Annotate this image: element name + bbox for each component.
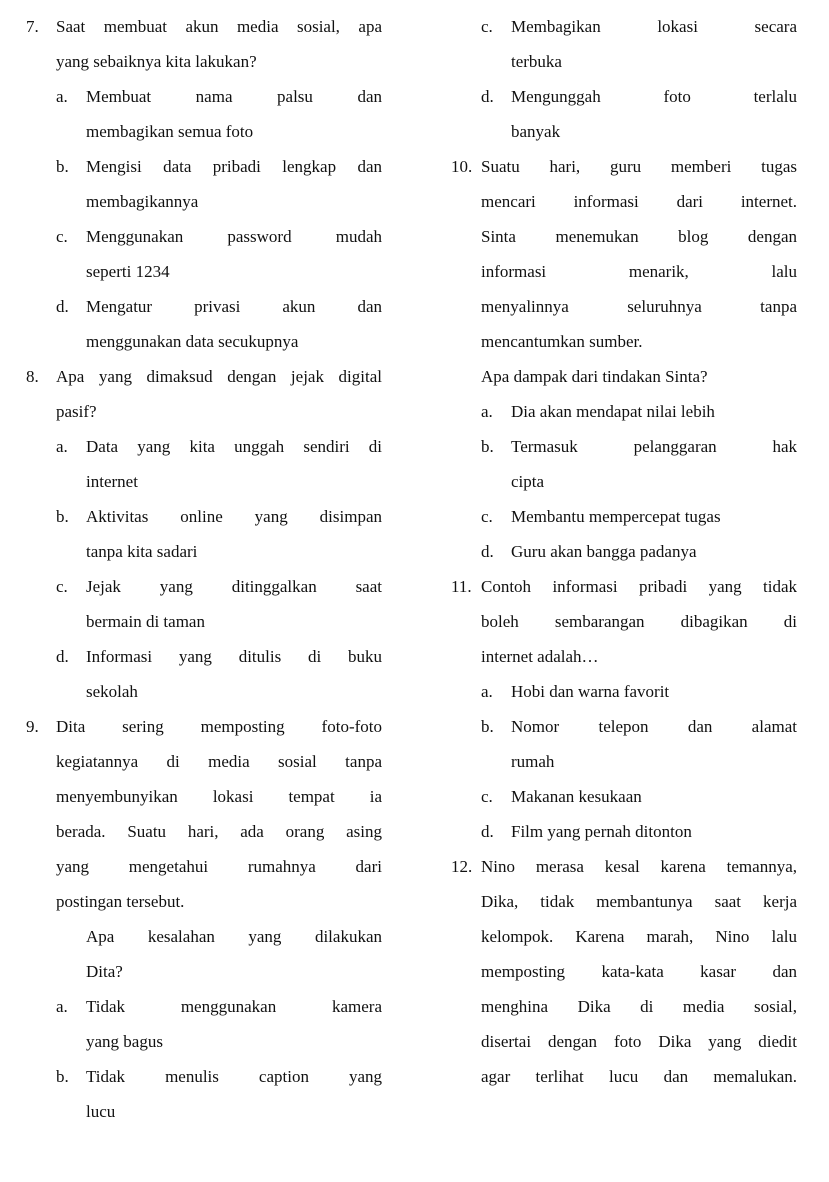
option-7c [26,219,382,289]
option-10a [451,394,797,429]
question-text-line: pasif? [56,402,97,421]
prompt-text-line: Apa kesalahan yang dilakukan [86,927,382,946]
option-label: b. [56,157,69,176]
option-7b [26,149,382,219]
question-number: 10. [451,157,473,176]
question-text-line: Contoh informasi pribadi yang tidak [481,577,797,596]
option-text-line: Film yang pernah ditonton [511,822,692,841]
question-12 [451,849,797,1094]
option-label: a. [56,437,68,456]
option-text-line: Mengunggah foto terlalu [511,87,797,106]
question-9 [26,709,382,919]
option-text-line: menggunakan data secukupnya [86,332,299,351]
option-7d [26,289,382,359]
option-text-line: sekolah [86,682,138,701]
option-text-line: banyak [511,122,561,141]
option-8a [26,429,382,499]
question-number: 8. [26,367,39,386]
option-label: d. [481,542,494,561]
question-text-line: disertai dengan foto Dika yang diedit [481,1032,797,1051]
question-10 [451,149,797,394]
option-text-line: Mengisi data pribadi lengkap dan [86,157,382,176]
option-label: c. [481,17,493,36]
option-label: d. [56,297,69,316]
option-label: a. [481,682,493,701]
option-text-line: Informasi yang ditulis di buku [86,647,382,666]
option-label: d. [56,647,69,666]
option-text-line: Makanan kesukaan [511,787,642,806]
option-label: c. [481,787,493,806]
option-label: b. [481,717,494,736]
question-11 [451,569,797,674]
option-10d [451,534,797,569]
option-text-line: terbuka [511,52,562,71]
option-text-line: Membantu mempercepat tugas [511,507,721,526]
option-8d [26,639,382,709]
option-text-line: Aktivitas online yang disimpan [86,507,382,526]
option-label: d. [481,87,494,106]
option-9a [26,989,382,1059]
option-label: c. [481,507,493,526]
question-text-line: kegiatannya di media sosial tanpa [56,752,382,771]
option-label: b. [481,437,494,456]
question-text-line: internet adalah… [481,647,599,666]
option-text-line: membagikan semua foto [86,122,254,141]
question-8 [26,359,382,429]
option-text-line: Tidak menggunakan kamera [86,997,382,1016]
question-text-line: menyembunyikan lokasi tempat ia [56,787,382,806]
option-9b [26,1059,382,1129]
option-text-line: Menggunakan password mudah [86,227,382,246]
question-text-line: menyalinnya seluruhnya tanpa [481,297,797,316]
option-label: c. [56,577,68,596]
option-label: a. [481,402,493,421]
option-text-line: Guru akan bangga padanya [511,542,697,561]
option-11c [451,779,797,814]
question-text-line: Dita sering memposting foto-foto [56,717,382,736]
option-text-line: Nomor telepon dan alamat [511,717,797,736]
option-text-line: rumah [511,752,555,771]
option-text-line: membagikannya [86,192,199,211]
option-7a [26,79,382,149]
option-text-line: Membagikan lokasi secara [511,17,797,36]
question-number: 7. [26,17,39,36]
right-column [451,0,797,1094]
option-11d [451,814,797,849]
question-9-prompt [26,919,382,989]
option-11b [451,709,797,779]
option-8c [26,569,382,639]
option-8b [26,499,382,569]
option-text-line: Jejak yang ditinggalkan saat [86,577,382,596]
option-label: c. [56,227,68,246]
question-text-line: Saat membuat akun media sosial, apa [56,17,382,36]
question-text-line: Apa dampak dari tindakan Sinta? [481,367,708,386]
option-text-line: Dia akan mendapat nilai lebih [511,402,715,421]
question-text-line: kelompok. Karena marah, Nino lalu [481,927,797,946]
option-text-line: tanpa kita sadari [86,542,198,561]
question-text-line: boleh sembarangan dibagikan di [481,612,797,631]
option-10c [451,499,797,534]
option-text-line: bermain di taman [86,612,205,631]
question-text-line: Suatu hari, guru memberi tugas [481,157,797,176]
option-text-line: Hobi dan warna favorit [511,682,670,701]
question-number: 12. [451,857,473,876]
option-text-line: Membuat nama palsu dan [86,87,382,106]
option-text-line: Mengatur privasi akun dan [86,297,382,316]
question-text-line: Apa yang dimaksud dengan jejak digital [56,367,382,386]
option-label: b. [56,1067,69,1086]
option-text-line: seperti 1234 [86,262,170,281]
option-text-line: Data yang kita unggah sendiri di [86,437,382,456]
option-text-line: yang bagus [86,1032,163,1051]
option-text-line: Termasuk pelanggaran hak [511,437,797,456]
option-text-line: Tidak menulis caption yang [86,1067,382,1086]
question-text-line: informasi menarik, lalu [481,262,797,281]
question-number: 11. [451,577,472,596]
option-11a [451,674,797,709]
option-text-line: internet [86,472,138,491]
question-text-line: menghina Dika di media sosial, [481,997,797,1016]
option-label: a. [56,997,68,1016]
question-text-line: yang sebaiknya kita lakukan? [56,52,257,71]
option-9c [451,9,797,79]
question-text-line: mencantumkan sumber. [481,332,643,351]
option-label: a. [56,87,68,106]
prompt-text-line: Dita? [86,962,123,981]
option-label: d. [481,822,494,841]
question-text-line: yang mengetahui rumahnya dari [56,857,382,876]
question-text-line: Sinta menemukan blog dengan [481,227,797,246]
question-number: 9. [26,717,39,736]
question-text-line: Nino merasa kesal karena temannya, [481,857,797,876]
option-9d [451,79,797,149]
question-text-line: agar terlihat lucu dan memalukan. [481,1067,797,1086]
question-text-line: memposting kata-kata kasar dan [481,962,797,981]
option-text-line: cipta [511,472,545,491]
option-10b [451,429,797,499]
option-label: b. [56,507,69,526]
question-text-line: berada. Suatu hari, ada orang asing [56,822,382,841]
question-text-line: mencari informasi dari internet. [481,192,797,211]
question-text-line: postingan tersebut. [56,892,185,911]
left-column [26,0,382,1129]
question-text-line: Dika, tidak membantunya saat kerja [481,892,797,911]
option-text-line: lucu [86,1102,116,1121]
question-7 [26,9,382,79]
